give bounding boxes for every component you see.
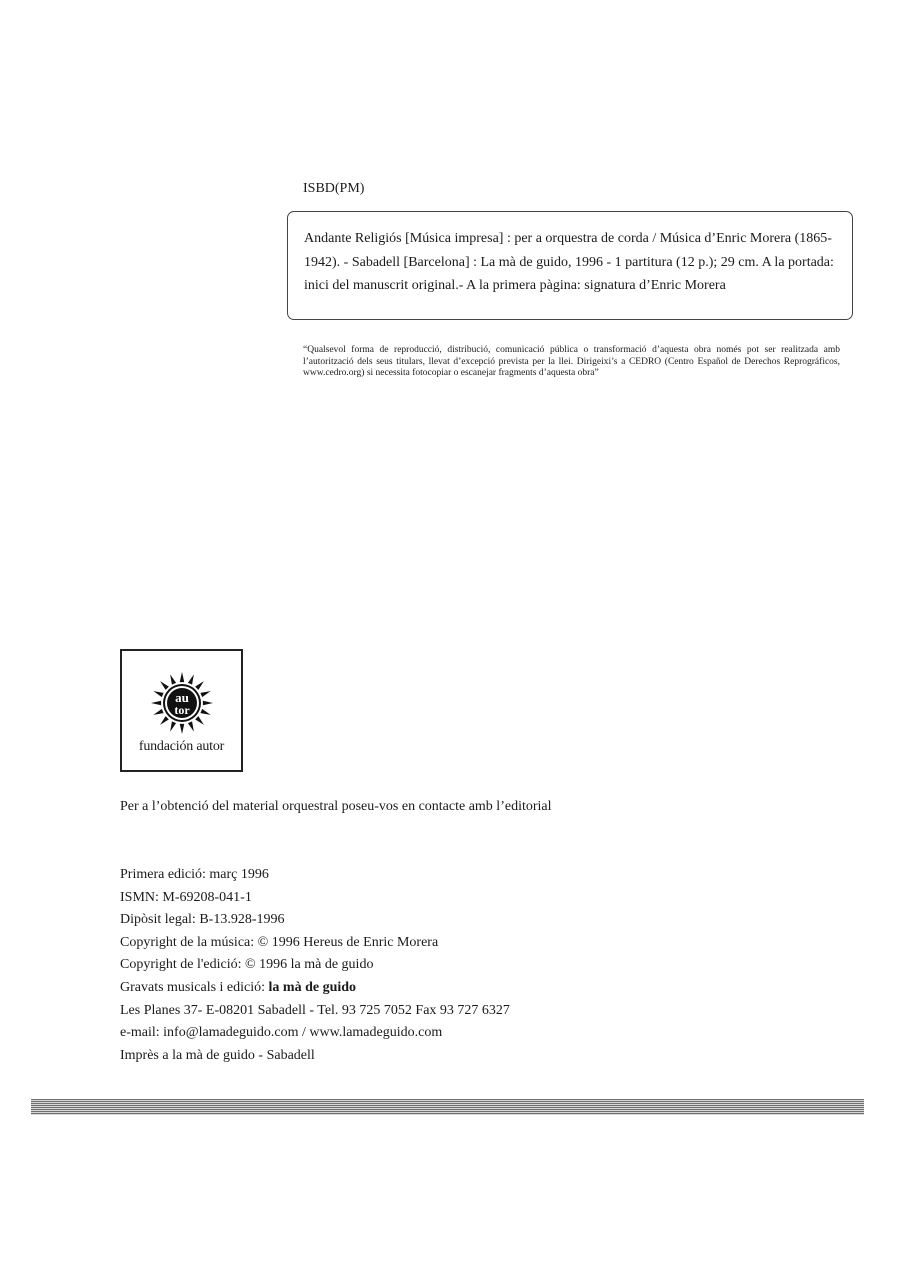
contact-line: e-mail: info@lamadeguido.com / www.lamadeguido.com — [120, 1025, 443, 1041]
first-edition-line: Primera edició: març 1996 — [120, 867, 269, 882]
footer-rule — [31, 1099, 864, 1115]
sun-emblem-icon — [148, 669, 216, 737]
rights-notice: “Qualsevol forma de reproducció, distribució, comunicació pública o transformació d’aquesta obra només pot ser realitzada amb l’autorització dels seus titulars, llevat d’excepció prevista per la llei. Dirigeixi’s a CEDRO (Centro Español de Derechos Reprográficos, www.cedro.org) si necessita fotocopiar o escanejar fragments d’aquesta obra” — [303, 345, 840, 379]
logo-caption: fundación autor — [138, 739, 225, 754]
sun-ray — [195, 716, 204, 725]
sun-ray — [203, 701, 213, 706]
edition-credits — [120, 864, 510, 1067]
sun-ray — [153, 691, 163, 697]
sun-ray — [151, 701, 161, 706]
sun-ray — [170, 721, 176, 731]
sun-ray — [195, 681, 204, 690]
svg-text:tor: tor — [174, 703, 190, 717]
music-copyright-line: Copyright de la música: © 1996 Hereus de Enric Morera — [120, 934, 439, 950]
sun-ray — [180, 672, 185, 682]
engraving-label: Gravats musicals i edició: — [120, 979, 269, 995]
fundacion-autor-logo — [120, 649, 243, 772]
sun-ray — [200, 709, 210, 715]
sun-ray — [160, 681, 169, 690]
legal-deposit-line: Dipòsit legal: B-13.928-1996 — [120, 912, 285, 928]
sun-ray — [188, 721, 194, 731]
catalog-record-text: Andante Religiós [Música impresa] : per a orquestra de corda / Música d’Enric Morera (1865-1942). - Sabadell [Barcelona] : La mà de guido, 1996 - 1 partitura (12 p.); 29 cm. A la portada: inici del manuscrit original.- A la primera pàgina: signatura d’Enric Morera — [304, 231, 834, 293]
address-line: Les Planes 37- E-08201 Sabadell - Tel. 93 725 7052 Fax 93 727 6327 — [120, 1002, 510, 1018]
sun-ray — [200, 691, 210, 697]
publisher-name: la mà de guido — [268, 979, 357, 995]
ismn-line: ISMN: M-69208-041-1 — [120, 889, 252, 905]
sun-ray — [160, 716, 169, 725]
isbd-label: ISBD(PM) — [303, 181, 365, 196]
sun-ray — [153, 709, 163, 715]
svg-text:au: au — [175, 690, 189, 705]
sun-ray — [170, 674, 176, 684]
catalog-record-box — [287, 211, 853, 320]
edition-copyright-line: Copyright de l'edició: © 1996 la mà de guido — [120, 957, 374, 973]
printed-line: Imprès a la mà de guido - Sabadell — [120, 1047, 315, 1063]
sun-ray — [188, 674, 194, 684]
orchestral-material-note: Per a l’obtenció del material orquestral poseu-vos en contacte amb l’editorial — [120, 799, 552, 814]
engraving-line — [120, 977, 510, 1000]
sun-ray — [180, 724, 185, 734]
